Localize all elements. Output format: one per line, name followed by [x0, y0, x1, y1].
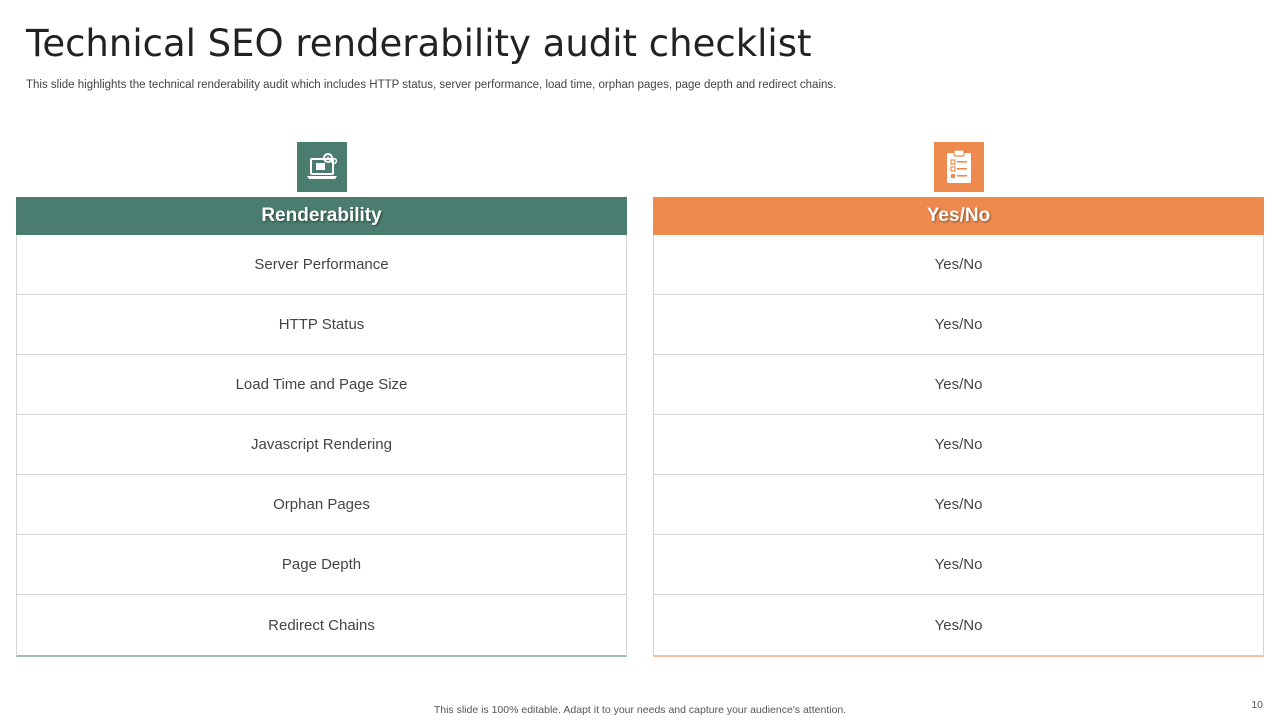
yes-no-row: Yes/No [654, 475, 1263, 535]
renderability-row: HTTP Status [17, 295, 626, 355]
yes-no-row: Yes/No [654, 235, 1263, 295]
renderability-row: Redirect Chains [268, 616, 375, 634]
clipboard-checklist-icon [934, 142, 984, 192]
laptop-gear-icon [297, 142, 347, 192]
yes-no-row: Yes/No [934, 616, 983, 634]
renderability-rows [16, 235, 627, 657]
page-number: 10 [1251, 699, 1263, 711]
yes-no-rows [653, 235, 1264, 657]
yes-no-column [653, 142, 1264, 657]
yes-no-row: Yes/No [654, 295, 1263, 355]
renderability-row: Server Performance [17, 235, 626, 295]
renderability-row: Javascript Rendering [17, 415, 626, 475]
renderability-header: Renderability [16, 197, 627, 235]
renderability-row: Page Depth [17, 535, 626, 595]
slide-subtitle: This slide highlights the technical renderability audit which includes HTTP status, server performance, load time, orphan pages, page depth and redirect chains. [26, 79, 837, 91]
yes-no-row: Yes/No [654, 415, 1263, 475]
slide-footer: This slide is 100% editable. Adapt it to your needs and capture your audience's attention. [433, 704, 847, 716]
yes-no-row: Yes/No [654, 355, 1263, 415]
renderability-column [16, 142, 627, 657]
renderability-row: Load Time and Page Size [17, 355, 626, 415]
renderability-row: Orphan Pages [17, 475, 626, 535]
yes-no-row: Yes/No [654, 535, 1263, 595]
slide-title: Technical SEO renderability audit checklist [26, 22, 812, 65]
yes-no-header: Yes/No [653, 197, 1264, 235]
